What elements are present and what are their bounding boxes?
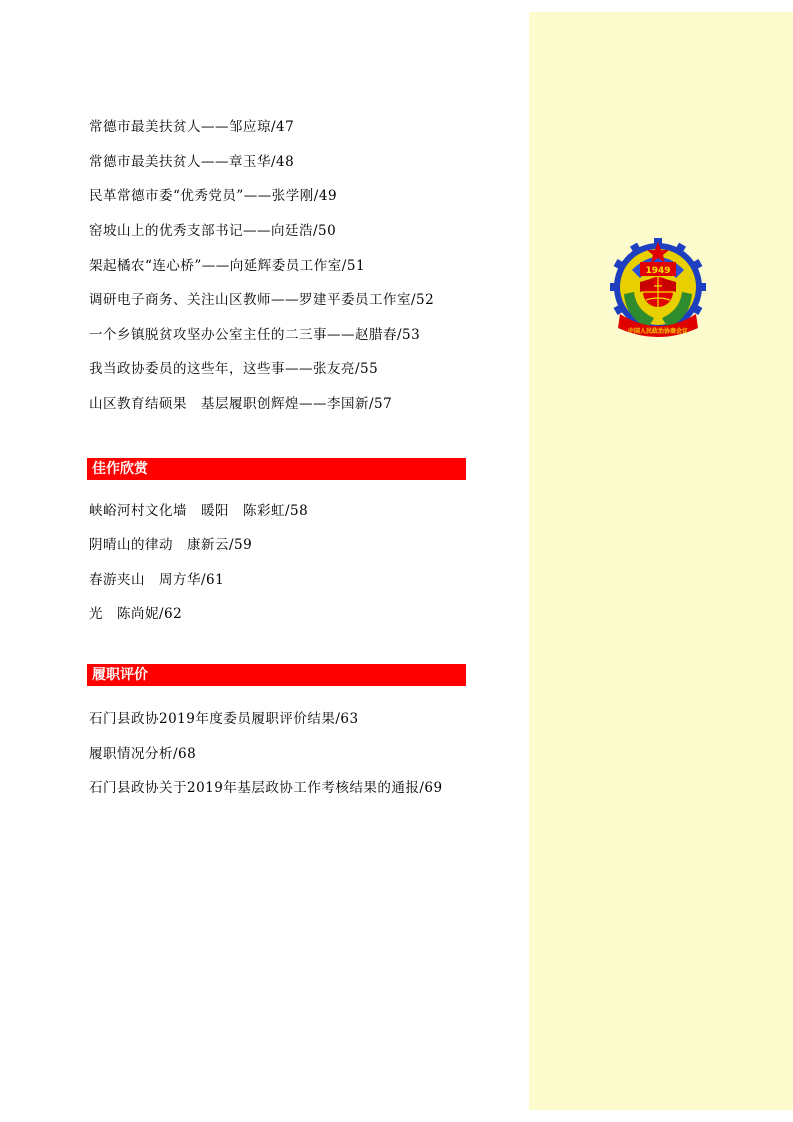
toc-item: 一个乡镇脱贫攻坚办公室主任的二三事——赵腊春/53 (89, 327, 421, 343)
svg-text:1949: 1949 (645, 266, 671, 276)
toc-item: 窑坡山上的优秀支部书记——向廷浩/50 (89, 223, 337, 239)
toc-item: 阴晴山的律动 康新云/59 (89, 537, 253, 553)
toc-item: 光 陈尚妮/62 (89, 606, 183, 622)
toc-item: 调研电子商务、关注山区教师——罗建平委员工作室/52 (89, 292, 435, 308)
toc-item: 峡峪河村文化墙 暖阳 陈彩虹/58 (89, 503, 309, 519)
toc-item: 春游夹山 周方华/61 (89, 572, 225, 588)
toc-item: 石门县政协2019年度委员履职评价结果/63 (89, 711, 359, 727)
side-panel (529, 12, 793, 1110)
section-title: 履职评价 (92, 667, 148, 683)
svg-text:中国人民政治协商会议: 中国人民政治协商会议 (627, 328, 689, 335)
toc-item: 架起橘农“连心桥”——向延辉委员工作室/51 (89, 258, 366, 274)
toc-item: 民革常德市委“优秀党员”——张学刚/49 (89, 188, 338, 204)
toc-item: 山区教育结硕果 基层履职创辉煌——李国新/57 (89, 396, 393, 412)
toc-item: 石门县政协关于2019年基层政协工作考核结果的通报/69 (89, 780, 443, 796)
toc-item: 我当政协委员的这些年，这些事——张友亮/55 (89, 361, 379, 377)
toc-item: 常德市最美扶贫人——邹应琼/47 (89, 119, 295, 135)
section-title: 佳作欣赏 (92, 461, 148, 477)
toc-item: 常德市最美扶贫人——章玉华/48 (89, 154, 295, 170)
cppcc-emblem-icon (610, 234, 706, 344)
section-header-works (87, 458, 466, 480)
section-header-evaluation (87, 664, 466, 686)
toc-item: 履职情况分析/68 (89, 746, 197, 762)
